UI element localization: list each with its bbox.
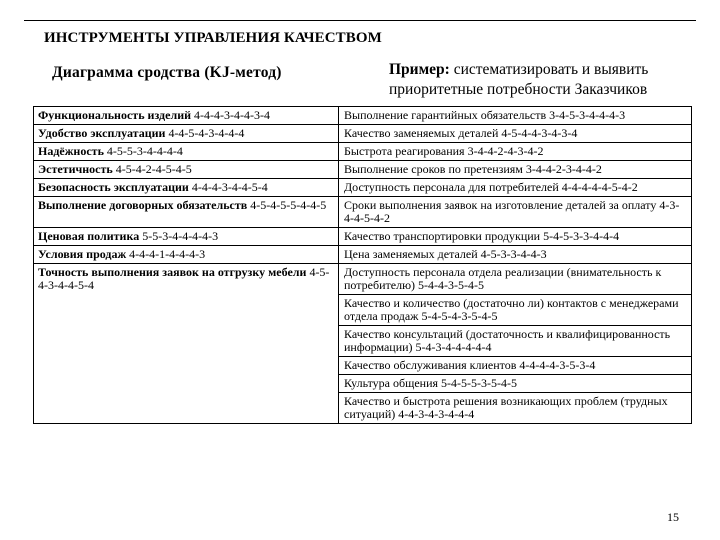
group-label: Функциональность изделий [38,108,192,122]
table-row [34,161,692,179]
right-cell: Качество и быстрота решения возникающих проблем (трудных ситуаций) 4-4-3-4-3-4-4-4 [339,393,692,424]
table-row [34,197,692,228]
left-cell [34,125,339,143]
right-cell: Качество заменяемых деталей 4-5-4-4-3-4-3-4 [339,125,692,143]
left-cell [34,107,339,125]
left-cell [34,246,339,264]
group-label: Безопасность эксплуатации [38,180,189,194]
right-cell: Качество и количество (достаточно ли) контактов с менеджерами отдела продаж 5-4-5-4-3-5-4-5 [339,295,692,326]
page-number: 15 [667,510,679,524]
group-label: Выполнение договорных обязательств [38,198,248,212]
score-value: 4-5-4-3-4-4-5-4 [38,265,330,292]
right-cell: Цена заменяемых деталей 4-5-3-3-4-4-3 [339,246,692,264]
group-label: Точность выполнения заявок на отгрузку мебели [38,265,307,279]
table-row [34,246,692,264]
right-cell: Доступность персонала отдела реализации (внимательность к потребителю) 5-4-4-3-5-4-5 [339,264,692,295]
title-underline [24,20,696,21]
table-row [34,143,692,161]
table-row [34,125,692,143]
table-row [34,107,692,125]
score-value: 4-4-4-3-4-4-5-4 [188,180,268,194]
left-cell [34,143,339,161]
table-row [34,228,692,246]
table-row [34,264,692,295]
example-label: Пример: [389,61,450,78]
group-label: Ценовая политика [38,229,140,243]
score-value: 4-5-5-3-4-4-4-4 [103,144,183,158]
right-cell: Сроки выполнения заявок на изготовление деталей за оплату 4-3-4-4-5-4-2 [339,197,692,228]
right-cell: Качество обслуживания клиентов 4-4-4-4-3-5-3-4 [339,357,692,375]
group-label: Условия продаж [38,247,127,261]
left-cell [34,228,339,246]
score-value: 4-4-4-1-4-4-4-3 [126,247,206,261]
group-label: Надёжность [38,144,104,158]
right-cell: Культура общения 5-4-5-5-3-5-4-5 [339,375,692,393]
table-row [34,179,692,197]
group-label: Эстетичность [38,162,113,176]
group-label: Удобство эксплуатации [38,126,166,140]
right-cell: Качество транспортировки продукции 5-4-5-3-3-4-4-4 [339,228,692,246]
score-value: 4-4-4-3-4-4-3-4 [191,108,271,122]
score-value: 4-5-4-5-5-4-4-5 [247,198,327,212]
example-subtitle [389,60,699,100]
right-cell: Выполнение гарантийных обязательств 3-4-5-3-4-4-4-3 [339,107,692,125]
score-value: 4-4-5-4-3-4-4-4 [165,126,245,140]
left-cell [34,197,339,228]
example-text: систематизировать и выявить приоритетные потребности Заказчиков [389,61,649,98]
right-cell: Доступность персонала для потребителей 4-4-4-4-4-5-4-2 [339,179,692,197]
left-cell [34,264,339,424]
left-cell [34,161,339,179]
page-title: ИНСТРУМЕНТЫ УПРАВЛЕНИЯ КАЧЕСТВОМ [44,30,382,46]
left-cell [34,179,339,197]
affinity-table [33,106,692,424]
right-cell: Быстрота реагирования 3-4-4-2-4-3-4-2 [339,143,692,161]
score-value: 5-5-3-4-4-4-4-3 [139,229,219,243]
right-cell: Выполнение сроков по претензиям 3-4-4-2-3-4-4-2 [339,161,692,179]
right-cell: Качество консультаций (достаточность и квалифицированность информации) 5-4-3-4-4-4-4-4 [339,326,692,357]
score-value: 4-5-4-2-4-5-4-5 [112,162,192,176]
method-subtitle: Диаграмма сродства (KJ-метод) [52,64,282,81]
